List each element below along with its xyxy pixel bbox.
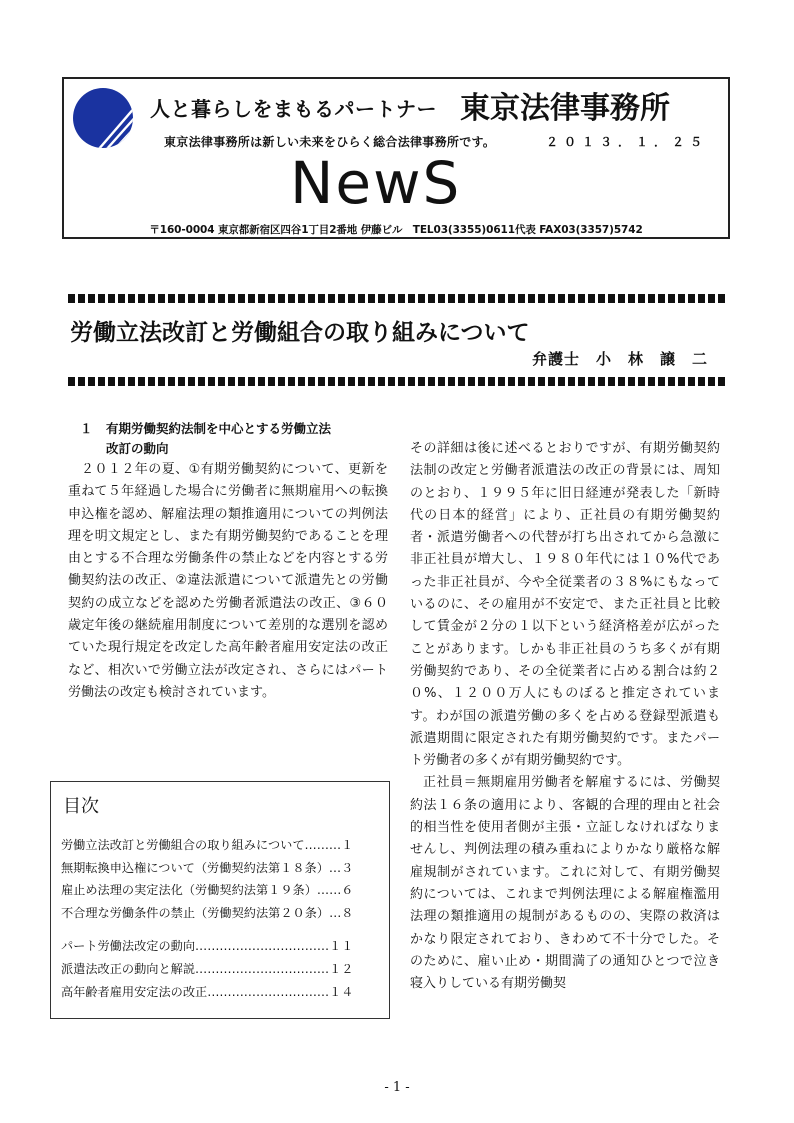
title-divider-top xyxy=(68,294,728,303)
firm-name: 東京法律事務所 xyxy=(460,91,670,126)
page-number: - 1 - xyxy=(384,1080,410,1095)
section-heading-line2: 改訂の動向 xyxy=(106,441,169,456)
article-title: 労働立法改訂と労働組合の取り組みについて xyxy=(70,320,530,346)
toc-title: 目次 xyxy=(63,796,99,817)
toc-item: 無期転換申込権について（労働契約法第１８条）…３ xyxy=(61,860,354,875)
paragraph: 正社員＝無期雇用労働者を解雇するには、労働契約法１６条の適用により、客観的合理的理由と社会的相当性を使用者側が主張・立証しなければなりませんし、判例法理の積み重ねによりかなり厳格な解雇規制がされています。これに対して、有期労働契約については、これまで判例法理による解雇権濫用法理の類推適用の規制があるものの、実際の救済はかなり限定されており、きわめて不十分でした。そのために、雇い止め・期間満了の通知ひとつで泣き寝入りしている有期労働契 xyxy=(410,775,720,992)
masthead xyxy=(62,77,730,239)
toc-item: 不合理な労働条件の禁止（労働契約法第２０条）…８ xyxy=(61,905,354,920)
toc-spacer xyxy=(61,924,379,935)
toc-item: パート労働法改定の動向……………………………１１ xyxy=(61,939,354,954)
toc-list xyxy=(61,834,379,1003)
article-author: 弁護士 小 林 譲 二 xyxy=(531,350,708,368)
paragraph: ２０１２年の夏、①有期労働契約について、更新を重ねて５年経過した場合に労働者に無期雇用への転換申込権を認め、解雇法理の類推適用についての判例法理を明文規定とし、また有期労働契約であることを理由とする不合理な労働条件の禁止などを内容とする労働契約法の改正、②違法派遣について派遣先との労働契約の成立などを認めた労働者派遣法の改正、③６０歳定年後の継続雇用制度について差別的な選別を認めていた現行規定を改定した高年齢者雇用安定法の改正など、相次いで労働立法が改定され、さらにはパート労働法の改定も検討されています。 xyxy=(68,462,388,700)
issue-date: ２０１３．１．２５ xyxy=(545,135,708,149)
newsletter-name: NewS xyxy=(290,149,462,217)
article-column-left xyxy=(68,419,388,704)
section-heading xyxy=(68,419,388,459)
toc-item: 労働立法改訂と労働組合の取り組みについて………１ xyxy=(61,838,354,852)
toc-item: 雇止め法理の実定法化（労働契約法第１９条）……６ xyxy=(61,883,354,898)
section-number: １ xyxy=(80,421,93,436)
law-firm-logo-icon xyxy=(72,87,134,149)
toc-item: 派遣法改正の動向と解説……………………………１２ xyxy=(61,961,354,976)
table-of-contents xyxy=(50,781,390,1019)
title-divider-bottom xyxy=(68,377,728,386)
article-column-right xyxy=(410,438,720,995)
paragraph: その詳細は後に述べるとおりですが、有期労働契約法制の改定と労働者派遣法の改正の背景には、周知のとおり、１９９５年に旧日経連が発表した「新時代の日本的経営」により、正社員の有期労働契約者・派遣労働者への代替が打ち出されてから急激に非正社員が増大し、１９８０年代には１０%代であった非正社員が、今や全従業者の３８%にもなっているのに、その雇用が不安定で、また正社員と比較して賃金が２分の１以下という経済格差が広がったことがあります。しかも非正社員のうち多くが有期労働契約であり、その全従業者に占める割合は約２０%、１２００万人にものぼると推定されています。わが国の派遣労働の多くを占める登録型派遣も派遣期間に限定された有期労働契約です。またパート労働者の多くが有期労働契約です。 xyxy=(410,441,720,769)
section-heading-line1: 有期労働契約法制を中心とする労働立法 xyxy=(106,421,332,436)
firm-address: 〒160-0004 東京都新宿区四谷1丁目2番地 伊藤ビル TEL03(3355)0611代表 FAX03(3357)5742 xyxy=(149,224,643,236)
masthead-tagline: 人と暮らしをまもるパートナー xyxy=(150,97,437,121)
masthead-subtagline: 東京法律事務所は新しい未来をひらく総合法律事務所です。 xyxy=(164,135,496,149)
toc-item: 高年齢者雇用安定法の改正…………………………１４ xyxy=(61,984,354,999)
